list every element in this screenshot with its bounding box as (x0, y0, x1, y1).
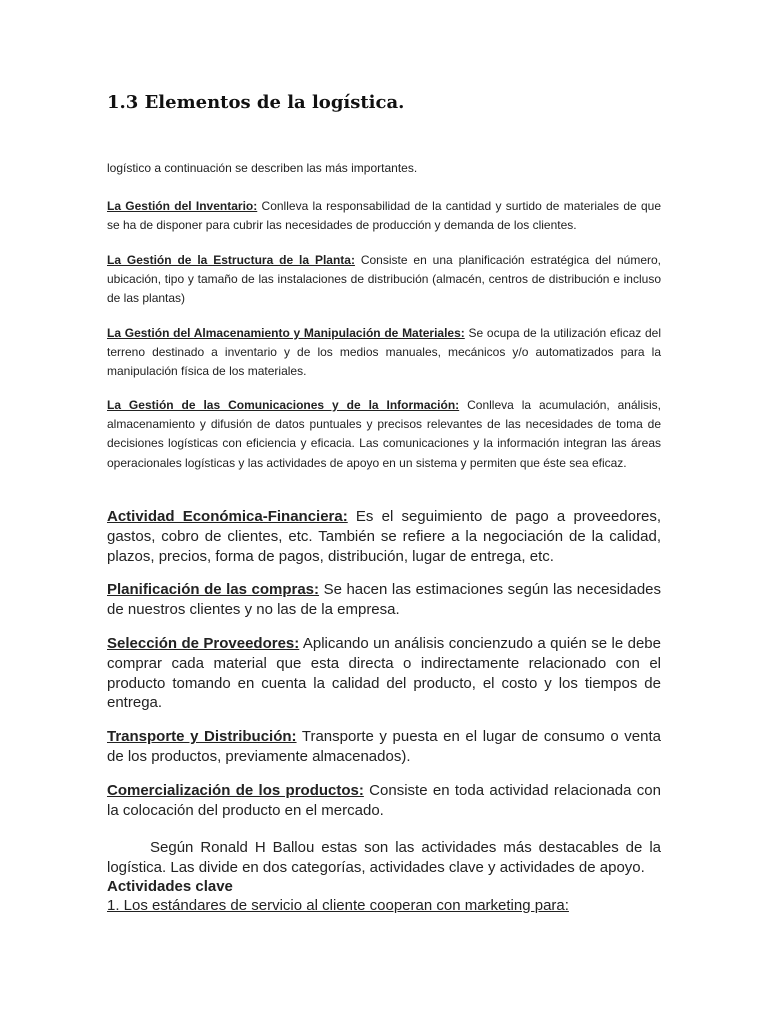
paragraph-planificacion-compras (107, 580, 661, 620)
text-comercializacion: Consiste en toda actividad relacionada con la colocación del producto en el mercado. (107, 782, 661, 819)
term-comercializacion: Comercialización de los productos: (107, 782, 364, 799)
text-transporte: Transporte y puesta en el lugar de consumo o venta de los productos, previamente almacenados). (107, 728, 661, 765)
text-seleccion-proveedores: Aplicando un análisis concienzudo a quién se le debe comprar cada material que esta directa o indirectamente relacionado con el producto tomando en cuenta la calidad del producto, el costo y los tiempos de entrega. (107, 635, 661, 712)
term-almacenamiento: La Gestión del Almacenamiento y Manipulación de Materiales: (107, 326, 465, 340)
list-item-first: 1. Los estándares de servicio al cliente cooperan con marketing para: (107, 897, 569, 914)
text-estructura-planta: Consiste en una planificación estratégica del número, ubicación, tipo y tamaño de las instalaciones de distribución (almacén, centros de distribución e incluso de las plantas) (107, 253, 662, 306)
paragraph-comunicaciones (107, 396, 661, 473)
text-almacenamiento: Se ocupa de la utilización eficaz del terreno destinado a inventario y de los medios manuales, mecánicos y/o automatizados para la manipulación física de los materiales. (107, 326, 662, 379)
text-gestion-inventario: Conlleva la responsabilidad de la cantidad y surtido de materiales de que se ha de disponer para cubrir las necesidades de producción y demanda de los clientes. (107, 199, 662, 233)
paragraph-comercializacion (107, 781, 661, 821)
paragraph-gestion-inventario (107, 197, 661, 235)
text-actividad-economica: Es el seguimiento de pago a proveedores, gastos, cobro de clientes, etc. También se refiere a la negociación de la calidad, plazos, precios, forma de pagos, distribución, lugar de entrega, etc. (107, 508, 662, 565)
closing-paragraph: Según Ronald H Ballou estas son las actividades más destacables de la logística. Las divide en dos categorías, actividades clave y actividades de apoyo. (107, 839, 661, 876)
paragraph-seleccion-proveedores (107, 634, 661, 713)
paragraph-almacenamiento (107, 324, 661, 382)
term-transporte: Transporte y Distribución: (107, 728, 297, 745)
term-estructura-planta: La Gestión de la Estructura de la Planta: (107, 253, 355, 267)
term-actividad-economica: Actividad Económica-Financiera: (107, 508, 348, 525)
text-planificacion-compras: Se hacen las estimaciones según las necesidades de nuestros clientes y no las de la empresa. (107, 581, 661, 618)
subheading-actividades-clave: Actividades clave (107, 878, 233, 895)
term-comunicaciones: La Gestión de las Comunicaciones y de la Información: (107, 398, 460, 412)
term-planificacion-compras: Planificación de las compras: (107, 581, 320, 598)
term-gestion-inventario: La Gestión del Inventario: (107, 199, 258, 213)
intro-paragraph: logístico a continuación se describen las más importantes. (107, 161, 418, 175)
paragraph-estructura-planta (107, 251, 661, 309)
section-title: 1.3 Elementos de la logística. (107, 92, 405, 113)
paragraph-actividad-economica (107, 507, 661, 566)
text-comunicaciones: Conlleva la acumulación, análisis, almacenamiento y difusión de datos puntuales y precisos relevantes de las necesidades de toma de decisiones logísticas con eficiencia y eficacia. Las comunicaciones y la información integran las áreas operacionales logísticas y las actividades de apoyo en un sistema y permiten que éste sea eficaz. (107, 398, 661, 470)
term-seleccion-proveedores: Selección de Proveedores: (107, 635, 300, 652)
paragraph-transporte (107, 727, 661, 767)
